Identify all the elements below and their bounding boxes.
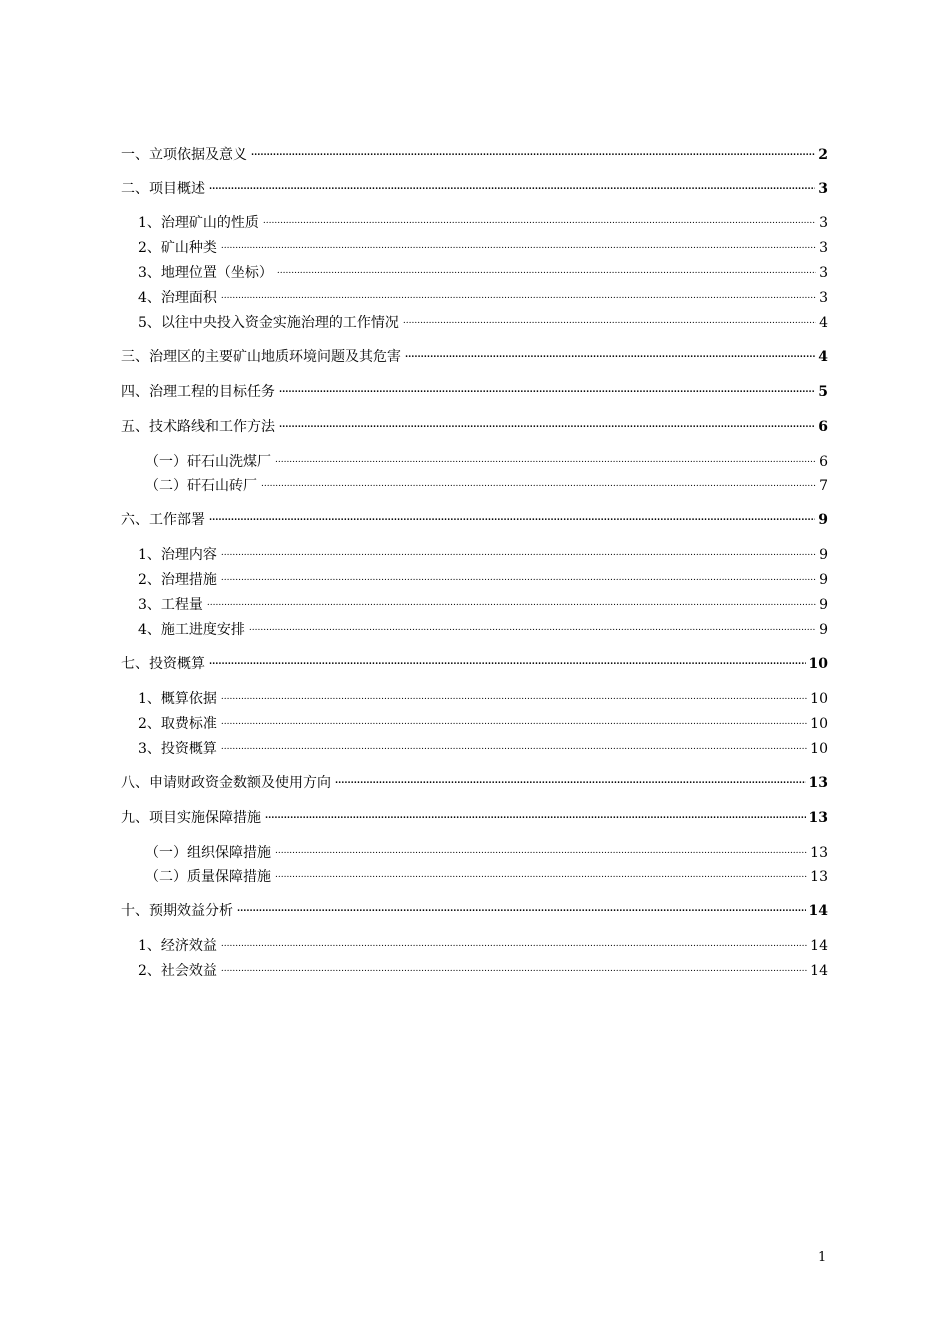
toc-entry-title: 五、技术路线和工作方法 bbox=[121, 419, 275, 435]
toc-entry[interactable] bbox=[121, 146, 828, 164]
toc-entry-page: 4 bbox=[819, 315, 828, 331]
toc-entry-page: 14 bbox=[808, 903, 828, 919]
toc-entry-title: 2、取费标准 bbox=[138, 716, 217, 732]
toc-entry[interactable] bbox=[145, 453, 828, 471]
toc-entry-page: 13 bbox=[810, 845, 828, 861]
toc-entry-page: 3 bbox=[819, 265, 828, 281]
toc-entry[interactable] bbox=[138, 571, 828, 589]
toc-entry-page: 3 bbox=[818, 181, 828, 197]
toc-entry-title: 七、投资概算 bbox=[121, 656, 205, 672]
toc-entry-page: 14 bbox=[810, 938, 828, 954]
toc-dot-leader bbox=[275, 453, 816, 467]
toc-entry-page: 14 bbox=[810, 963, 828, 979]
toc-dot-leader bbox=[221, 571, 816, 585]
toc-dot-leader bbox=[249, 621, 816, 635]
toc-entry[interactable] bbox=[121, 655, 828, 673]
toc-entry[interactable] bbox=[138, 314, 828, 332]
toc-entry[interactable] bbox=[138, 937, 828, 955]
toc-entry[interactable] bbox=[138, 289, 828, 307]
toc-entry-title: 一、立项依据及意义 bbox=[121, 147, 247, 163]
toc-dot-leader bbox=[209, 180, 815, 194]
toc-entry[interactable] bbox=[138, 546, 828, 564]
toc-entry-title: 3、投资概算 bbox=[138, 741, 217, 757]
toc-entry-title: 2、治理措施 bbox=[138, 572, 217, 588]
toc-entry-page: 5 bbox=[818, 384, 828, 400]
toc-dot-leader bbox=[207, 596, 816, 610]
toc-entry[interactable] bbox=[145, 868, 828, 886]
toc-entry[interactable] bbox=[138, 214, 828, 232]
toc-entry-title: （二）质量保障措施 bbox=[145, 869, 271, 885]
toc-entry-title: 2、矿山种类 bbox=[138, 240, 217, 256]
toc-entry-title: 3、地理位置（坐标） bbox=[138, 265, 273, 281]
toc-entry[interactable] bbox=[121, 180, 828, 198]
toc-dot-leader bbox=[221, 937, 807, 951]
toc-entry[interactable] bbox=[145, 844, 828, 862]
toc-dot-leader bbox=[403, 314, 816, 328]
toc-dot-leader bbox=[335, 774, 806, 788]
toc-dot-leader bbox=[209, 655, 806, 669]
toc-entry-page: 9 bbox=[818, 512, 828, 528]
toc-entry-page: 4 bbox=[818, 349, 828, 365]
toc-entry[interactable] bbox=[138, 621, 828, 639]
toc-entry-title: （二）矸石山砖厂 bbox=[145, 478, 257, 494]
toc-entry-page: 7 bbox=[819, 478, 828, 494]
toc-entry-page: 9 bbox=[819, 547, 828, 563]
toc-entry[interactable] bbox=[121, 809, 828, 827]
toc-entry-page: 3 bbox=[819, 240, 828, 256]
toc-entry[interactable] bbox=[138, 239, 828, 257]
toc-entry[interactable] bbox=[145, 477, 828, 495]
toc-entry-title: 四、治理工程的目标任务 bbox=[121, 384, 275, 400]
toc-entry[interactable] bbox=[121, 418, 828, 436]
toc-entry-title: 4、施工进度安排 bbox=[138, 622, 245, 638]
toc-dot-leader bbox=[279, 418, 815, 432]
toc-entry[interactable] bbox=[138, 715, 828, 733]
toc-entry[interactable] bbox=[121, 774, 828, 792]
toc-entry-title: 八、申请财政资金数额及使用方向 bbox=[121, 775, 331, 791]
toc-entry-page: 13 bbox=[808, 775, 828, 791]
toc-dot-leader bbox=[221, 715, 807, 729]
toc-dot-leader bbox=[237, 902, 806, 916]
toc-entry-title: 1、治理内容 bbox=[138, 547, 217, 563]
toc-entry-page: 9 bbox=[819, 597, 828, 613]
toc-entry-page: 13 bbox=[810, 869, 828, 885]
toc-entry[interactable] bbox=[121, 383, 828, 401]
toc-dot-leader bbox=[221, 546, 816, 560]
toc-entry-title: 九、项目实施保障措施 bbox=[121, 810, 261, 826]
toc-dot-leader bbox=[221, 289, 816, 303]
toc-entry-title: （一）矸石山洗煤厂 bbox=[145, 454, 271, 470]
toc-entry-title: 二、项目概述 bbox=[121, 181, 205, 197]
toc-entry-title: 1、经济效益 bbox=[138, 938, 217, 954]
toc-entry-title: 5、以往中央投入资金实施治理的工作情况 bbox=[138, 315, 399, 331]
toc-entry[interactable] bbox=[138, 596, 828, 614]
toc-entry-title: 2、社会效益 bbox=[138, 963, 217, 979]
toc-entry-title: 三、治理区的主要矿山地质环境问题及其危害 bbox=[121, 349, 401, 365]
toc-entry[interactable] bbox=[138, 264, 828, 282]
toc-entry-title: 4、治理面积 bbox=[138, 290, 217, 306]
toc-dot-leader bbox=[251, 146, 815, 160]
toc-entry-page: 10 bbox=[808, 656, 828, 672]
toc-entry-page: 10 bbox=[810, 691, 828, 707]
toc-entry-page: 6 bbox=[819, 454, 828, 470]
toc-dot-leader bbox=[221, 239, 816, 253]
toc-entry-title: 十、预期效益分析 bbox=[121, 903, 233, 919]
toc-entry-page: 10 bbox=[810, 716, 828, 732]
toc-dot-leader bbox=[263, 214, 816, 228]
toc-entry-title: 3、工程量 bbox=[138, 597, 203, 613]
toc-entry-page: 3 bbox=[819, 290, 828, 306]
toc-entry[interactable] bbox=[121, 902, 828, 920]
toc-entry-page: 2 bbox=[818, 147, 828, 163]
toc-entry-title: 1、概算依据 bbox=[138, 691, 217, 707]
toc-entry-page: 13 bbox=[808, 810, 828, 826]
toc-entry[interactable] bbox=[121, 348, 828, 366]
toc-dot-leader bbox=[221, 962, 807, 976]
toc-entry-title: 1、治理矿山的性质 bbox=[138, 215, 259, 231]
toc-entry-title: 六、工作部署 bbox=[121, 512, 205, 528]
page-number: 1 bbox=[818, 1250, 827, 1265]
toc-entry[interactable] bbox=[138, 690, 828, 708]
toc-dot-leader bbox=[221, 740, 807, 754]
toc-entry[interactable] bbox=[138, 740, 828, 758]
toc-dot-leader bbox=[275, 868, 807, 882]
toc-dot-leader bbox=[265, 809, 806, 823]
toc-entry-page: 9 bbox=[819, 622, 828, 638]
toc-dot-leader bbox=[221, 690, 807, 704]
toc-dot-leader bbox=[277, 264, 816, 278]
toc-dot-leader bbox=[275, 844, 807, 858]
toc-entry-page: 9 bbox=[819, 572, 828, 588]
toc-entry-title: （一）组织保障措施 bbox=[145, 845, 271, 861]
toc-entry[interactable] bbox=[121, 511, 828, 529]
toc-dot-leader bbox=[261, 477, 816, 491]
toc-dot-leader bbox=[405, 348, 815, 362]
toc-entry-page: 10 bbox=[810, 741, 828, 757]
toc-entry-page: 6 bbox=[818, 419, 828, 435]
toc-dot-leader bbox=[209, 511, 815, 525]
toc-entry[interactable] bbox=[138, 962, 828, 980]
toc-entry-page: 3 bbox=[819, 215, 828, 231]
toc-dot-leader bbox=[279, 383, 815, 397]
